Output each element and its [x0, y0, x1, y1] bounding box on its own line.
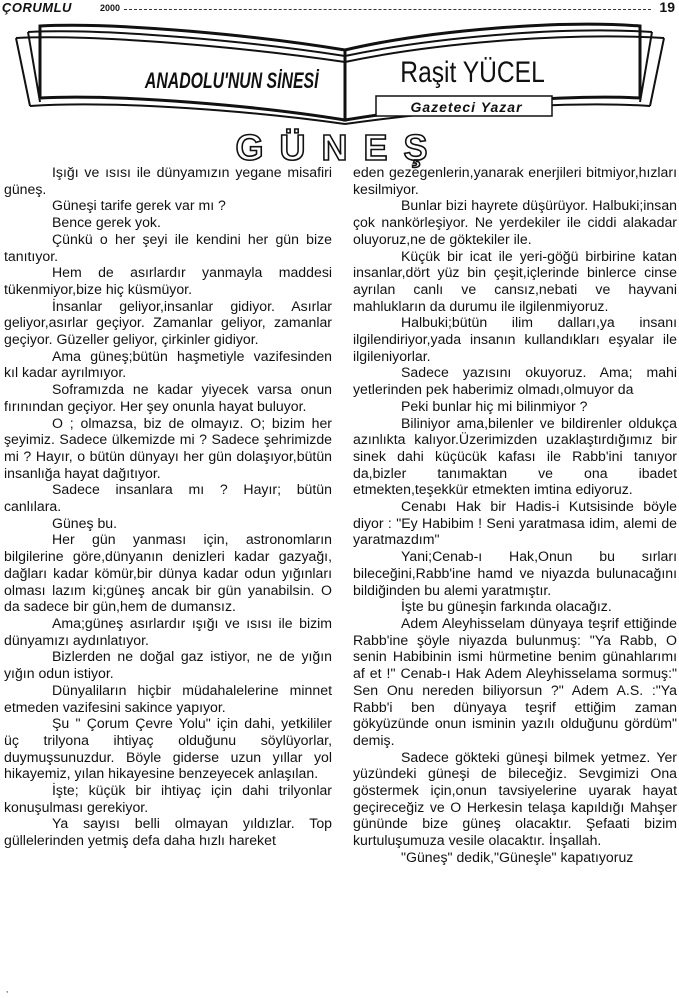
paragraph: Peki bunlar hiç mi bilinmiyor ? — [401, 397, 588, 414]
page-number: 19 — [659, 0, 675, 15]
paragraph: "Güneş" dedik,"Güneşle" kapatıyoruz — [401, 848, 634, 865]
paragraph: Küçük bir icat ile yeri-göğü birbirine katan insanlar,dört yüz bin çeşit,içlerinde binlerce cinse ayrılan canlı ve cansız,nebati ve hayvani mahlukların da durumu ile ilgilenmiyoruz. — [353, 247, 677, 314]
author-title: Gazeteci Yazar — [410, 99, 523, 115]
paragraph: Adem Aleyhisselam dünyaya teşrif ettiğinde Rabb'ine şöyle niyazda bulunmuş: "Ya Rabb, O senin Habibinin ismi hürmetine benim günahlarımı af et !" Cenab-ı Hak Adem Aleyhisselama sormuş:" Sen Onu nereden biliyorsun ?" Adem A.S. :"Ya Rabb'i ben dünyaya teşrif ettiğim zaman gökyüzünde onun isminin yazılı olduğunu gördüm" demiş. — [353, 614, 677, 748]
article-column-right — [353, 164, 677, 866]
column-banner — [0, 20, 679, 125]
author-name: Raşit YÜCEL — [400, 56, 545, 89]
paragraph: Cenabı Hak bir Hadis-i Kutsisinde böyle diyor : "Ey Habibim ! Seni yaratmasa idim, alemi de yaratmazdım" — [353, 498, 677, 548]
paragraph: Ama güneş;bütün haşmetiyle vazifesinden kıl kadar ayrılmıyor. — [4, 347, 332, 381]
paragraph: Bunlar bizi hayrete düşürüyor. Halbuki;insan çok nankörleşiyor. Ne yerdekiler ile ciddi alakadar oluyoruz,ne de göktekiler ile. — [353, 197, 677, 247]
paragraph: Biliniyor ama,bilenler ve bildirenler oldukça azınlıkta kalıyor.Üzerimizden uzaklaştırdığımız bir sinek dahi küçücük kafası ile Rabb'ini tanıyor da,bizler tanımaktan ve ona ibadet etmekten,teşekkür etmekten imtina ediyoruz. — [353, 414, 677, 498]
publication-year: 2000 — [100, 3, 121, 13]
paragraph: Soframızda ne kadar yiyecek varsa onun fırınından geçiyor. Her şey onunla hayat buluyor. — [4, 381, 332, 414]
paragraph: Güneş bu. — [52, 514, 118, 531]
paragraph: Şu " Çorum Çevre Yolu" için dahi, yetkililer üç trilyona ihtiyaç olduğunu söylüyorlar, duymuşsunuzdur. Böyle giderse uzun yıllar yol hikayemiz, yılan hikayesine benzeyecek anlaşılan. — [4, 715, 332, 782]
article-title: GÜNEŞ — [235, 127, 444, 168]
paragraph: Ama;güneş asırlardır ışığı ve ısısı ile bizim dünyamızı aydınlatıyor. — [4, 614, 332, 648]
paragraph: eden gezegenlerin,yanarak enerjileri bitmiyor,hızları kesilmiyor. — [353, 164, 677, 197]
paragraph: İşte bu güneşin farkında olacağız. — [401, 598, 612, 615]
paragraph: Sadece insanlara mı ? Hayır; bütün canlılara. — [4, 481, 332, 515]
paragraph: O ; olmazsa, biz de olmayız. O; bizim her şeyimiz. Sadece ülkemizde mi ? Sadece şehrimizde mi ? Hayır, o bütün dünyayı her gün dolaşıyor,bütün insanlığa hayat dağıtıyor. — [4, 414, 332, 481]
article-column-left — [4, 164, 332, 849]
paragraph: Sadece yazısını okuyoruz. Ama; mahi yetlerinden pek haberimiz olmadı,olmuyor da — [353, 364, 677, 398]
paragraph: İnsanlar geliyor,insanlar gidiyor. Asırlar geliyor,asırlar geçiyor. Zamanlar geliyor, zamanlar geçiyor. Güzeller geliyor, çirkinler gidiyor. — [4, 297, 332, 348]
paragraph: Her gün yanması için, astronomların bilgilerine göre,dünyanın denizleri kadar gazyağı, dağları kadar kömür,bir dünya kadar odun yığınları olması lazım ki;güneş ancak bir gün yanabilsin. O da sadece bir gün,hem de dumansız. — [4, 531, 332, 615]
column-name: ANADOLU'NUN SİNESİ — [144, 68, 319, 93]
paragraph: Halbuki;bütün ilim dalları,ya insanı ilgilendiriyor,yada insanın kullandıkları eşyalar ile ilgileniyorlar. — [353, 314, 677, 364]
paragraph: Yani;Cenab-ı Hak,Onun bu sırları bileceğini,Rabb'ine hamd ve niyazda bulunacağını bildiğinden bu alemi yaratmıştır. — [353, 548, 677, 598]
paragraph: Ya sayısı belli olmayan yıldızlar. Top güllelerinden yetmiş defa daha hızlı hareket — [4, 815, 332, 849]
paragraph: Dünyaliların hiçbir müdahalelerine minnet etmeden vazifesini sakince yapıyor. — [4, 681, 332, 715]
publication-brand: ÇORUMLU — [2, 0, 72, 15]
paragraph: Hem de asırlardır yanmayla maddesi tükenmiyor,bize hiç küsmüyor. — [4, 264, 332, 297]
paragraph: Çünkü o her şeyi ile kendini her gün bize tanıtıyor. — [4, 230, 332, 264]
paragraph: Işığı ve ısısı ile dünyamızın yegane misafiri güneş. — [4, 164, 332, 197]
open-book-graphic — [0, 20, 679, 125]
footer-mark: , — [6, 985, 9, 994]
paragraph: Güneşi tarife gerek var mı ? — [52, 197, 226, 214]
header-divider — [124, 9, 651, 10]
paragraph: Sadece gökteki güneşi bilmek yetmez. Yer yüzündeki güneşi de bileceğiz. Sevgimizi Ona göstermek için,onun tavsiyelerine uyarak hayat geçireceğiz ve O Herkesin telaşa kapıldığı Mahşer gününde bize güneş olacaktır. Şefaati bizim kurtuluşumuza vesile olacaktır. İnşallah. — [353, 748, 677, 849]
paragraph: Bence gerek yok. — [52, 214, 161, 231]
paragraph: Bizlerden ne doğal gaz istiyor, ne de yığın yığın odun istiyor. — [4, 648, 332, 682]
paragraph: İşte; küçük bir ihtiyaç için dahi trilyonlar konuşulması gerekiyor. — [4, 782, 332, 815]
